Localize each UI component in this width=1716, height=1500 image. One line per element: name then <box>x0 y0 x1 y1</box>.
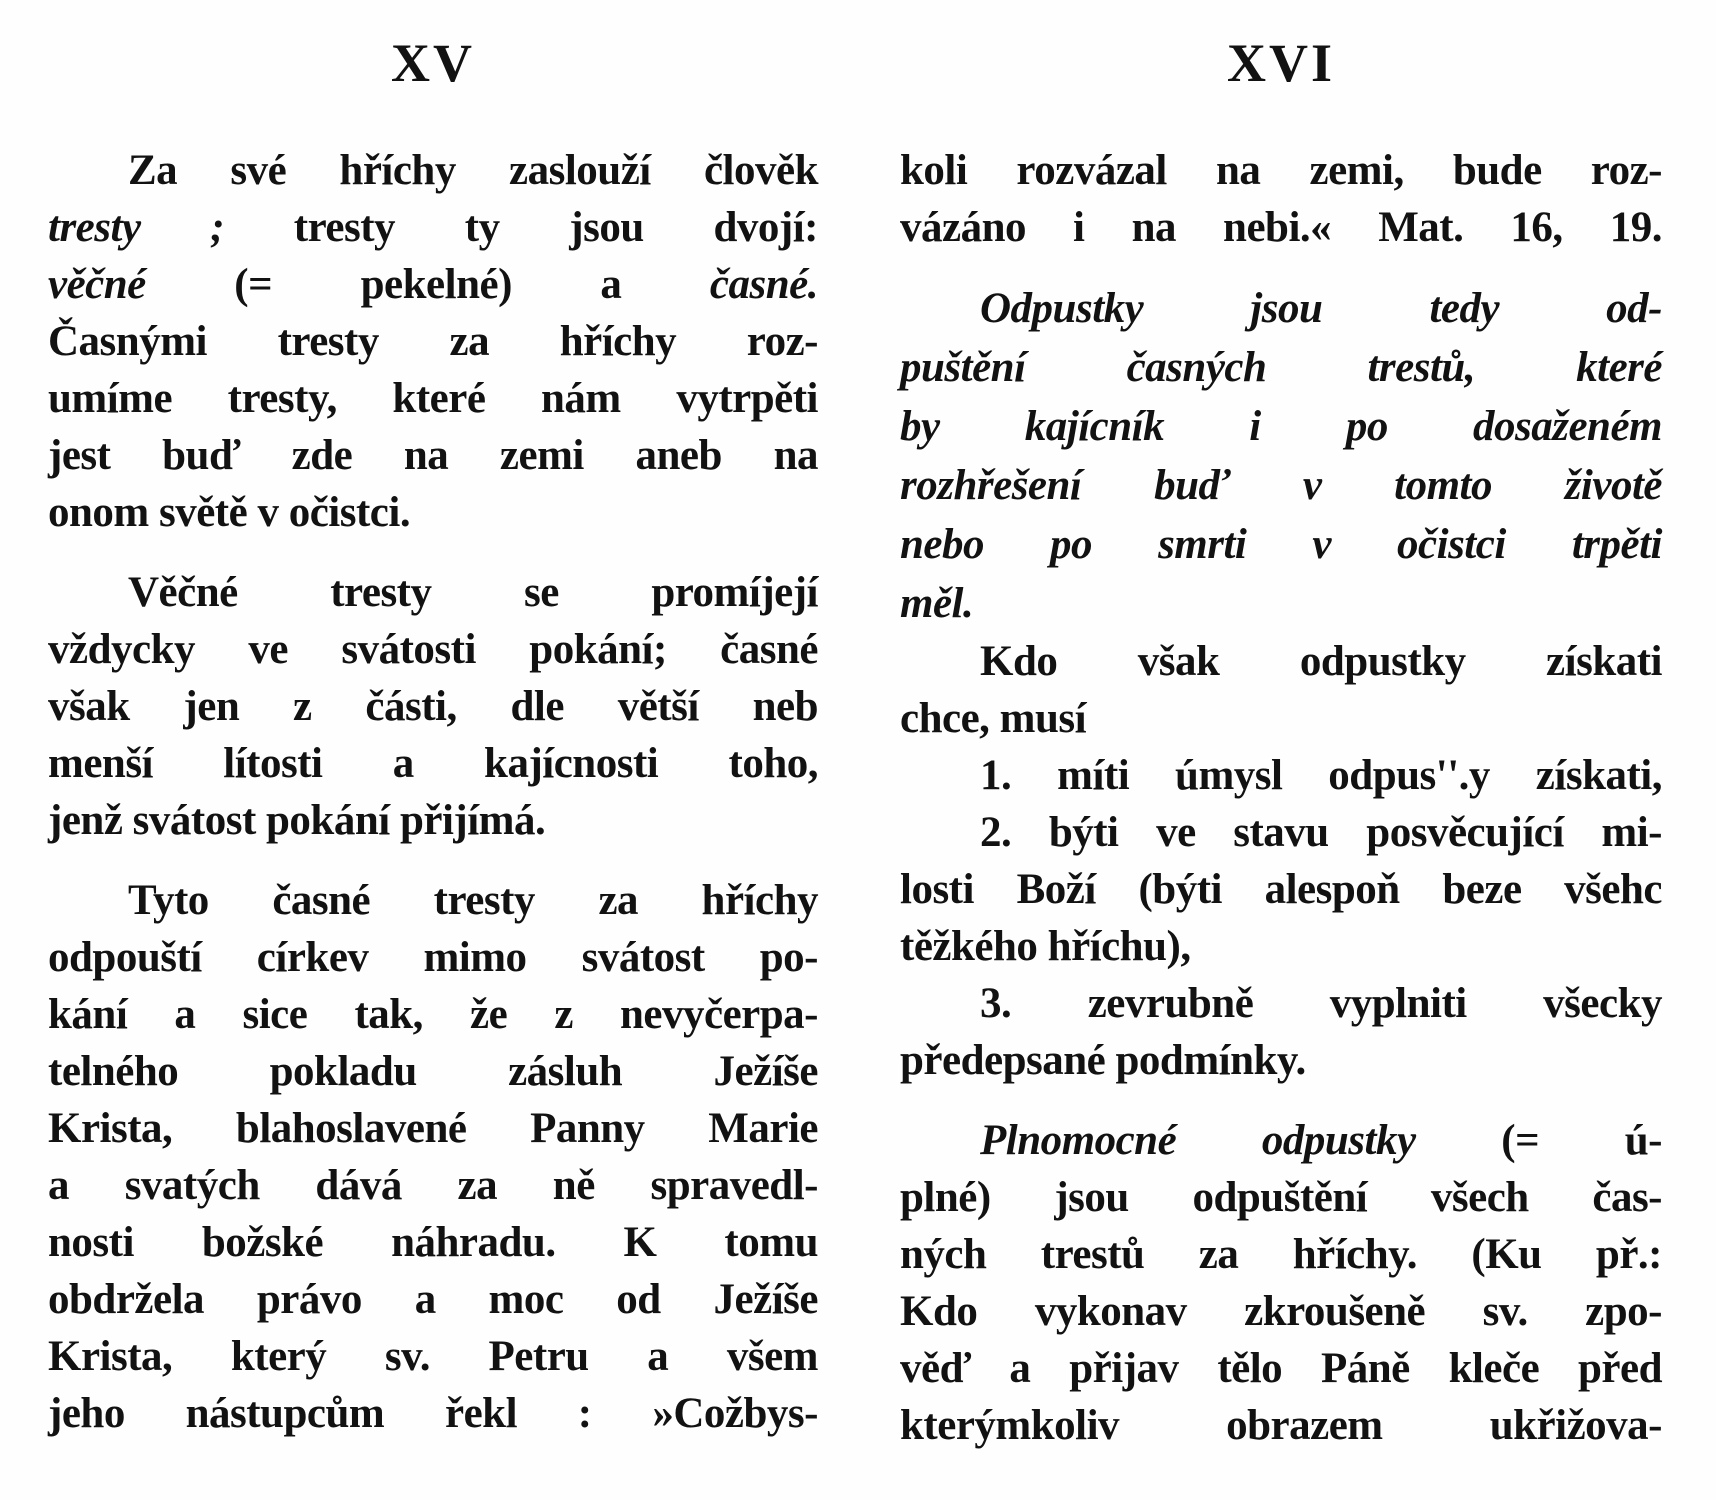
text-line <box>48 1157 818 1214</box>
text-segment: Tyto časné tresty za hříchy <box>128 877 818 924</box>
emphasized-text: Plnomocné odpustky <box>980 1117 1416 1164</box>
text-segment: rozhřešení buď v tomto životě <box>900 462 1662 509</box>
text-line <box>48 1043 818 1100</box>
text-line <box>900 975 1662 1032</box>
text-line <box>900 747 1662 804</box>
text-segment: jest buď zde na zemi aneb na <box>48 432 818 479</box>
text-segment: a svatých dává za ně spravedl- <box>48 1162 818 1209</box>
text-line <box>48 1328 818 1385</box>
paragraph <box>48 872 818 1442</box>
text-line <box>900 142 1662 199</box>
paragraph <box>900 747 1662 804</box>
text-segment: by kajícník i po dosaženém <box>900 403 1662 450</box>
text-segment: Kdo však odpustky získati <box>980 638 1662 685</box>
text-line <box>900 861 1662 918</box>
text-line <box>900 1169 1662 1226</box>
text-segment: 3. zevrubně vyplniti všecky <box>980 980 1662 1027</box>
text-line <box>900 397 1662 456</box>
text-line <box>900 574 1662 633</box>
emphasized-text: tresty ; <box>48 204 225 251</box>
text-line <box>48 986 818 1043</box>
text-line <box>900 690 1662 747</box>
text-segment: věď a přijav tělo Páně kleče před <box>900 1345 1662 1392</box>
text-line <box>900 515 1662 574</box>
text-segment: 2. býti ve stavu posvěcující mi- <box>980 809 1662 856</box>
text-line <box>900 1283 1662 1340</box>
text-segment: (= pekelné) a <box>145 261 710 308</box>
text-line <box>48 792 818 849</box>
text-segment: losti Boží (býti alespoň beze všehc <box>900 866 1662 913</box>
text-segment: vždycky ve svátosti pokání; časné <box>48 626 818 673</box>
text-line <box>900 1340 1662 1397</box>
text-segment: nebo po smrti v očistci trpěti <box>900 521 1662 568</box>
text-line <box>48 1271 818 1328</box>
text-segment: (= ú- <box>1415 1117 1662 1164</box>
page-xvi-text-column <box>900 142 1662 1454</box>
text-segment: předepsané podmínky. <box>900 1037 1306 1084</box>
text-line <box>900 1112 1662 1169</box>
text-line <box>900 338 1662 397</box>
text-line <box>48 872 818 929</box>
text-line <box>900 804 1662 861</box>
page-xv-text-column <box>48 142 818 1442</box>
text-line <box>900 918 1662 975</box>
text-line <box>48 1214 818 1271</box>
text-segment: tresty ty jsou dvojí: <box>224 204 818 251</box>
page-number-xv: XV <box>391 33 475 93</box>
text-line <box>900 1397 1662 1454</box>
text-segment: těžkého hříchu), <box>900 923 1191 970</box>
text-segment: Odpustky jsou tedy od- <box>980 285 1662 332</box>
emphasized-text: věčné <box>48 261 146 308</box>
text-segment: jenž svátost pokání přijímá. <box>48 797 546 844</box>
paragraph <box>900 279 1662 633</box>
paragraph <box>48 564 818 849</box>
text-line <box>48 564 818 621</box>
text-segment: 1. míti úmysl odpus''.y získati, <box>980 752 1662 799</box>
paragraph <box>900 975 1662 1089</box>
text-line <box>900 1226 1662 1283</box>
text-line <box>900 633 1662 690</box>
paragraph <box>900 633 1662 747</box>
text-segment: telného pokladu zásluh Ježíše <box>48 1048 818 1095</box>
text-segment: onom světě v očistci. <box>48 489 411 536</box>
text-line <box>48 313 818 370</box>
text-segment: Věčné tresty se promíjejí <box>128 569 818 616</box>
text-line <box>48 427 818 484</box>
text-segment: puštění časných trestů, které <box>900 344 1662 391</box>
text-line <box>48 484 818 541</box>
text-line <box>48 1100 818 1157</box>
text-line <box>48 142 818 199</box>
text-segment: Za své hříchy zaslouží člověk <box>128 147 818 194</box>
text-line <box>900 456 1662 515</box>
text-segment: Krista, který sv. Petru a všem <box>48 1333 818 1380</box>
text-line <box>48 929 818 986</box>
text-segment: kání a sice tak, že z nevyčerpa- <box>48 991 818 1038</box>
text-line <box>48 735 818 792</box>
page-number-xvi: XVI <box>1226 33 1335 93</box>
text-segment: obdržela právo a moc od Ježíše <box>48 1276 818 1323</box>
text-segment: odpouští církev mimo svátost po- <box>48 934 818 981</box>
text-line <box>900 199 1662 256</box>
text-segment: nosti božské náhradu. K tomu <box>48 1219 818 1266</box>
text-segment: měl. <box>900 580 974 627</box>
emphasized-text: časné. <box>709 261 818 308</box>
text-segment: umíme tresty, které nám vytrpěti <box>48 375 818 422</box>
paragraph <box>48 142 818 541</box>
text-segment: však jen z části, dle větší neb <box>48 683 818 730</box>
text-line <box>48 1385 818 1442</box>
text-segment: vázáno i na nebi.« Mat. 16, 19. <box>900 204 1662 251</box>
paragraph <box>900 1112 1662 1454</box>
text-line <box>48 621 818 678</box>
text-line <box>48 256 818 313</box>
text-line <box>900 1032 1662 1089</box>
text-segment: menší lítosti a kajícnosti toho, <box>48 740 818 787</box>
text-line <box>900 279 1662 338</box>
text-segment: chce, musí <box>900 695 1087 742</box>
text-line <box>48 678 818 735</box>
text-line <box>48 199 818 256</box>
text-segment: Časnými tresty za hříchy roz- <box>48 318 818 365</box>
text-segment: plné) jsou odpuštění všech čas- <box>900 1174 1662 1221</box>
text-segment: kterýmkoliv obrazem ukřižova- <box>900 1402 1662 1449</box>
text-line <box>48 370 818 427</box>
paragraph <box>900 804 1662 975</box>
text-segment: koli rozvázal na zemi, bude roz- <box>900 147 1662 194</box>
text-segment: Kdo vykonav zkroušeně sv. zpo- <box>900 1288 1662 1335</box>
text-segment: Krista, blahoslavené Panny Marie <box>48 1105 818 1152</box>
paragraph <box>900 142 1662 256</box>
text-segment: jeho nástupcům řekl : »Cožbys- <box>48 1390 818 1437</box>
text-segment: ných trestů za hříchy. (Ku př.: <box>900 1231 1662 1278</box>
